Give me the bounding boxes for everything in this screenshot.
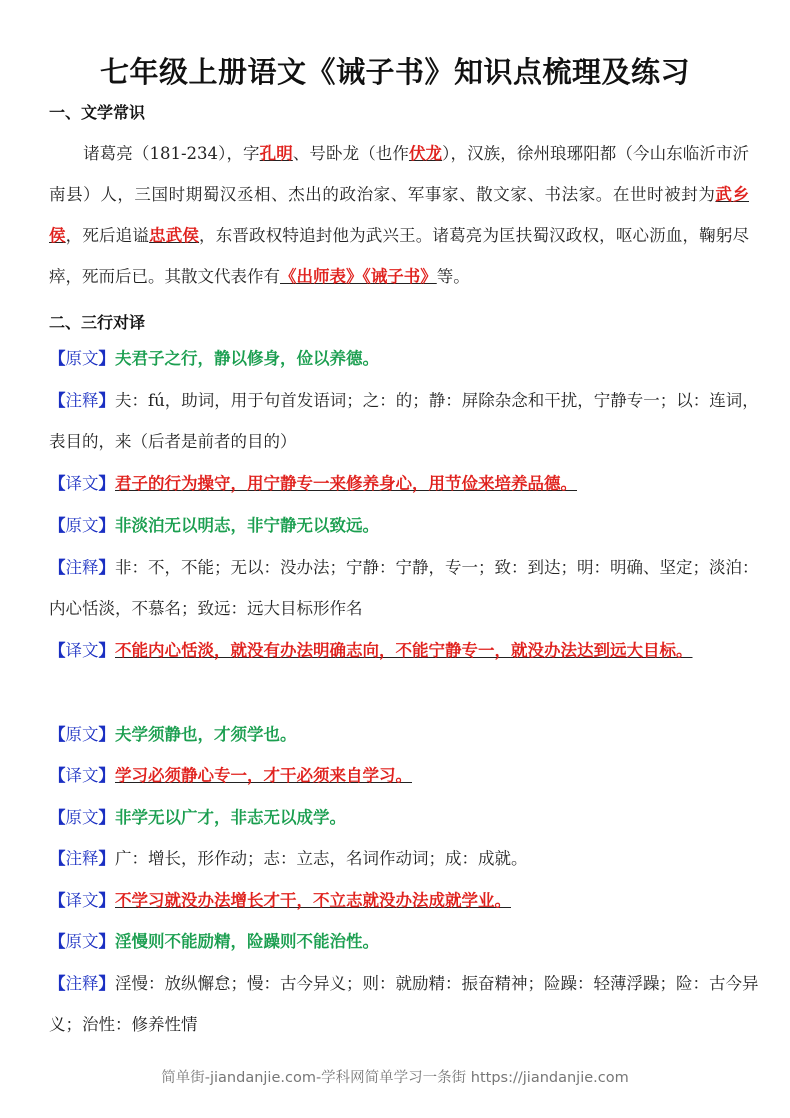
label-translation: 【译文】 [49, 641, 115, 660]
text: 诸葛亮（181-234），字 [83, 144, 260, 163]
translation-text: 学习必须静心专一，才干必须来自学习。 [115, 766, 412, 785]
section-heading-translation: 二、三行对译 [49, 313, 146, 332]
label-note: 【注释】 [49, 974, 115, 993]
row-note-3 [49, 838, 759, 879]
note-text: 非：不，不能；无以：没办法；宁静：宁静，专一；致：到达；明：明确、坚定；淡泊：内心恬淡，不慕名；致远：远大目标形作名 [49, 558, 759, 618]
original-text: 淫慢则不能励精，险躁则不能治性。 [115, 932, 379, 951]
translation-text: 君子的行为操守，用宁静专一来修养身心，用节俭来培养品德。 [115, 474, 577, 493]
row-original-5 [49, 921, 759, 962]
original-text: 夫学须静也，才须学也。 [115, 725, 297, 744]
label-translation: 【译文】 [49, 766, 115, 785]
author-bio-paragraph [49, 133, 749, 297]
row-translation-1 [49, 463, 759, 504]
translation-text: 不学习就没办法增长才干，不立志就没办法成就学业。 [115, 891, 511, 910]
text: 等。 [436, 267, 470, 286]
row-original-1 [49, 338, 759, 379]
label-original: 【原文】 [49, 932, 115, 951]
label-note: 【注释】 [49, 391, 115, 410]
page-title: 七年级上册语文《诫子书》知识点梳理及练习 [99, 55, 690, 89]
row-translation-3 [49, 755, 759, 796]
label-translation: 【译文】 [49, 891, 115, 910]
original-text: 非学无以广才，非志无以成学。 [115, 808, 346, 827]
label-note: 【注释】 [49, 849, 115, 868]
keyword-works: 《出师表》《诫子书》 [280, 267, 437, 286]
note-text: 夫：fú，助词，用于句首发语词；之：的；静：屏除杂念和干扰，宁静专一；以：连词，表目的，来（后者是前者的目的） [49, 391, 759, 451]
label-original: 【原文】 [49, 808, 115, 827]
translation-text: 不能内心恬淡，就没有办法明确志向，不能宁静专一，就没办法达到远大目标。 [115, 641, 693, 660]
section-heading-literary-knowledge: 一、文学常识 [49, 103, 146, 122]
keyword-fulong: 伏龙 [408, 144, 443, 163]
row-original-3 [49, 714, 759, 755]
label-note: 【注释】 [49, 558, 115, 577]
row-note-2 [49, 547, 759, 629]
note-text: 广：增长，形作动；志：立志，名词作动词；成：成就。 [115, 849, 528, 868]
text: 、号卧龙（也作 [292, 144, 409, 163]
row-original-4 [49, 797, 759, 838]
note-text: 淫慢：放纵懈怠；慢：古今异义；则：就励精：振奋精神；险躁：轻薄浮躁；险：古今异义；治性：修养性情 [49, 974, 759, 1034]
row-note-1 [49, 380, 759, 462]
keyword-wuxianghou: 武乡侯 [49, 185, 750, 245]
label-original: 【原文】 [49, 516, 115, 535]
label-original: 【原文】 [49, 725, 115, 744]
label-translation: 【译文】 [49, 474, 115, 493]
original-text: 非淡泊无以明志，非宁静无以致远。 [115, 516, 379, 535]
keyword-zhongwuhou: 忠武侯 [149, 226, 200, 245]
footer-watermark: 简单街-jiandanjie.com-学科网简单学习一条街 https://jiandanjie.com [161, 1070, 629, 1086]
row-translation-2 [49, 630, 759, 671]
text: ，东晋政权特追封他为武兴王。诸葛亮为匡扶蜀汉政权，呕心沥血，鞠躬尽瘁，死而后已。其散文代表作有 [49, 226, 750, 286]
label-original: 【原文】 [49, 349, 115, 368]
text: ，死后追谥 [65, 226, 150, 245]
row-note-4 [49, 963, 759, 1045]
keyword-kongming: 孔明 [259, 144, 293, 163]
original-text: 夫君子之行，静以修身，俭以养德。 [115, 349, 379, 368]
row-original-2 [49, 505, 759, 546]
text: ），汉族，徐州琅琊阳都（今山东临沂市沂南县）人，三国时期蜀汉丞相、杰出的政治家、军事家、散文家、书法家。在世时被封为 [49, 144, 750, 204]
row-translation-4 [49, 880, 759, 921]
